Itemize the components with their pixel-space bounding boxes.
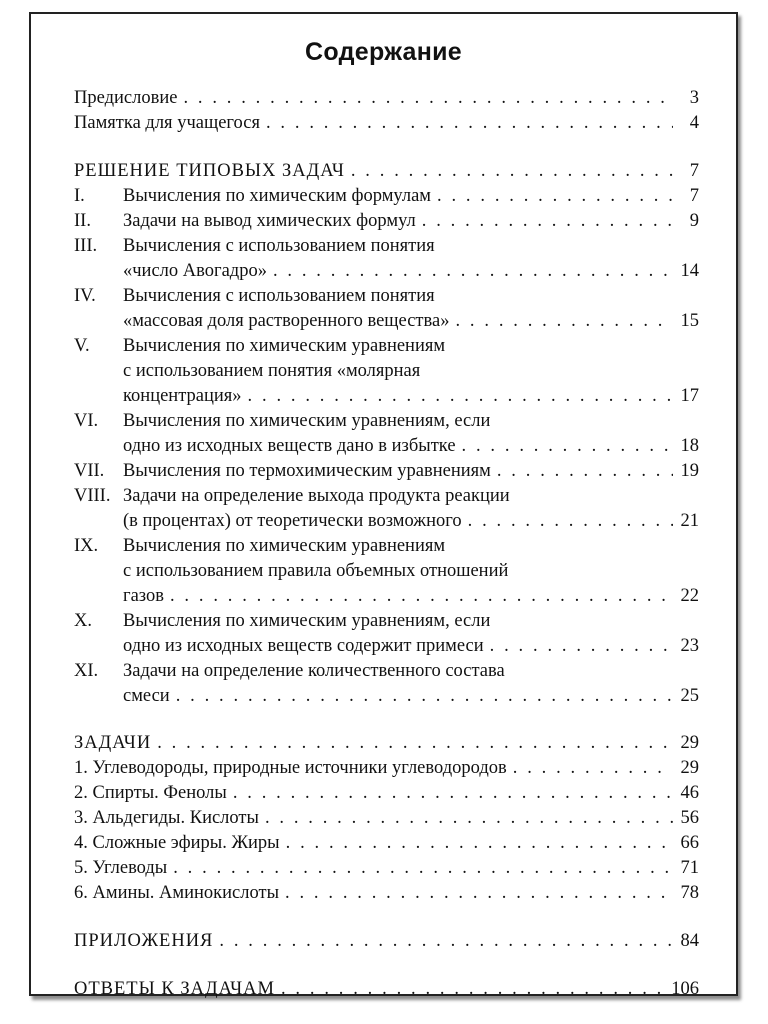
toc-entry xyxy=(74,209,699,234)
entry-text: Памятка для учащегося xyxy=(74,113,260,133)
dot-leader xyxy=(513,756,673,781)
entry-text: Предисловие xyxy=(74,88,178,108)
toc-entry xyxy=(74,534,699,559)
entry-text: газов xyxy=(123,586,164,606)
dot-leader xyxy=(157,731,673,756)
toc-entry xyxy=(74,484,699,509)
toc-entry xyxy=(74,334,699,359)
entry-text: Вычисления по химическим уравнениям xyxy=(123,336,446,356)
dot-leader xyxy=(422,209,673,234)
entry-text: 6. Амины. Аминокислоты xyxy=(74,883,280,903)
dot-leader xyxy=(455,309,673,334)
page-number: 66 xyxy=(680,833,699,853)
roman-number: XI. xyxy=(74,661,99,681)
dot-leader xyxy=(462,434,673,459)
toc-entry-continuation xyxy=(74,384,699,409)
toc-entry xyxy=(74,609,699,634)
contents-page xyxy=(29,12,738,999)
entry-text: Вычисления по химическим уравнениям, если xyxy=(123,411,491,431)
entry-text: Вычисления по химическим уравнениям, если xyxy=(123,611,491,631)
toc-entry xyxy=(74,659,699,684)
roman-number: VII. xyxy=(74,461,105,481)
section-heading-appendix xyxy=(74,929,699,954)
toc-entry-continuation xyxy=(74,434,699,459)
page-number: 7 xyxy=(689,161,699,181)
dot-leader xyxy=(265,806,673,831)
toc-entry xyxy=(74,856,699,881)
entry-text: (в процентах) от теоретически возможного xyxy=(123,511,462,531)
roman-number: VI. xyxy=(74,411,99,431)
toc-entry-continuation xyxy=(74,684,699,709)
roman-number: IV. xyxy=(74,286,96,306)
table-of-contents xyxy=(74,86,699,1002)
toc-entry xyxy=(74,184,699,209)
entry-text: Вычисления с использованием понятия xyxy=(123,286,435,306)
entry-text: Вычисления по химическим уравнениям xyxy=(123,536,446,556)
entry-text: Задачи на определение выхода продукта реакции xyxy=(123,486,510,506)
page-number: 3 xyxy=(689,88,699,108)
page-number: 78 xyxy=(680,883,699,903)
section-heading-typical-problems xyxy=(74,159,699,184)
dot-leader xyxy=(497,459,673,484)
dot-leader xyxy=(468,509,673,534)
page-number: 29 xyxy=(680,758,699,778)
entry-text: 2. Спирты. Фенолы xyxy=(74,783,227,803)
roman-number: IX. xyxy=(74,536,99,556)
toc-entry xyxy=(74,756,699,781)
dot-leader xyxy=(176,684,673,709)
entry-text: 3. Альдегиды. Кислоты xyxy=(74,808,259,828)
entry-text: «число Авогадро» xyxy=(123,261,267,281)
entry-text: концентрация» xyxy=(123,386,242,406)
dot-leader xyxy=(437,184,673,209)
toc-entry xyxy=(74,806,699,831)
page-number: 18 xyxy=(680,436,699,456)
entry-text: Вычисления по термохимическим уравнениям xyxy=(123,461,491,481)
roman-number: X. xyxy=(74,611,92,631)
toc-entry-preface xyxy=(74,86,699,111)
page-number: 21 xyxy=(680,511,699,531)
entry-text: Вычисления с использованием понятия xyxy=(123,236,435,256)
toc-entry xyxy=(74,234,699,259)
entry-text: с использованием правила объемных отношений xyxy=(123,561,509,581)
page-number: 25 xyxy=(680,686,699,706)
toc-entry xyxy=(74,781,699,806)
section-heading-answers xyxy=(74,977,699,1002)
page-number: 56 xyxy=(680,808,699,828)
page-number: 106 xyxy=(671,979,699,999)
page-number: 14 xyxy=(680,261,699,281)
page-number: 23 xyxy=(680,636,699,656)
dot-leader xyxy=(286,831,673,856)
toc-entry xyxy=(74,284,699,309)
page-number: 4 xyxy=(689,113,699,133)
section-heading: РЕШЕНИЕ ТИПОВЫХ ЗАДАЧ xyxy=(74,161,345,181)
entry-text: одно из исходных веществ дано в избытке xyxy=(123,436,456,456)
toc-entry xyxy=(74,831,699,856)
entry-text: Задачи на вывод химических формул xyxy=(123,211,416,231)
entry-text: одно из исходных веществ содержит примеси xyxy=(123,636,484,656)
toc-entry-memo xyxy=(74,111,699,136)
dot-leader xyxy=(219,929,673,954)
roman-number: I. xyxy=(74,186,85,206)
dot-leader xyxy=(183,86,673,111)
roman-number: III. xyxy=(74,236,98,256)
toc-entry-continuation xyxy=(74,634,699,659)
dot-leader xyxy=(173,856,673,881)
entry-text: с использованием понятия «молярная xyxy=(123,361,421,381)
entry-text: Задачи на определение количественного состава xyxy=(123,661,505,681)
toc-entry-continuation xyxy=(74,259,699,284)
toc-entry xyxy=(74,881,699,906)
page-number: 84 xyxy=(680,931,699,951)
dot-leader xyxy=(170,584,673,609)
dot-leader xyxy=(266,111,673,136)
toc-entry-continuation xyxy=(74,309,699,334)
entry-text: Вычисления по химическим формулам xyxy=(123,186,432,206)
toc-entry-continuation xyxy=(74,584,699,609)
entry-text: смеси xyxy=(123,686,170,706)
page-number: 15 xyxy=(680,311,699,331)
toc-entry-continuation xyxy=(74,509,699,534)
page-number: 71 xyxy=(680,858,699,878)
page-number: 17 xyxy=(680,386,699,406)
page-number: 7 xyxy=(689,186,699,206)
page-number: 9 xyxy=(689,211,699,231)
roman-number: VIII. xyxy=(74,486,111,506)
dot-leader xyxy=(233,781,673,806)
dot-leader xyxy=(273,259,673,284)
roman-number: II. xyxy=(74,211,91,231)
page-number: 29 xyxy=(680,733,699,753)
dot-leader xyxy=(351,159,673,184)
page-number: 22 xyxy=(680,586,699,606)
dot-leader xyxy=(490,634,673,659)
entry-text: «массовая доля растворенного вещества» xyxy=(123,311,450,331)
entry-text: 4. Сложные эфиры. Жиры xyxy=(74,833,280,853)
toc-entry xyxy=(74,459,699,484)
section-heading-problems xyxy=(74,731,699,756)
section-heading: ЗАДАЧИ xyxy=(74,733,152,753)
section-heading: ОТВЕТЫ К ЗАДАЧАМ xyxy=(74,979,275,999)
toc-entry-continuation xyxy=(74,559,699,584)
page-number: 46 xyxy=(680,783,699,803)
dot-leader xyxy=(248,384,673,409)
roman-number: V. xyxy=(74,336,90,356)
toc-entry-continuation xyxy=(74,359,699,384)
entry-text: 5. Углеводы xyxy=(74,858,168,878)
entry-text: 1. Углеводороды, природные источники углеводородов xyxy=(74,758,507,778)
dot-leader xyxy=(281,977,665,1002)
page-number: 19 xyxy=(680,461,699,481)
toc-entry xyxy=(74,409,699,434)
dot-leader xyxy=(285,881,673,906)
section-heading: ПРИЛОЖЕНИЯ xyxy=(74,931,214,951)
page-title: Содержание xyxy=(304,38,463,66)
